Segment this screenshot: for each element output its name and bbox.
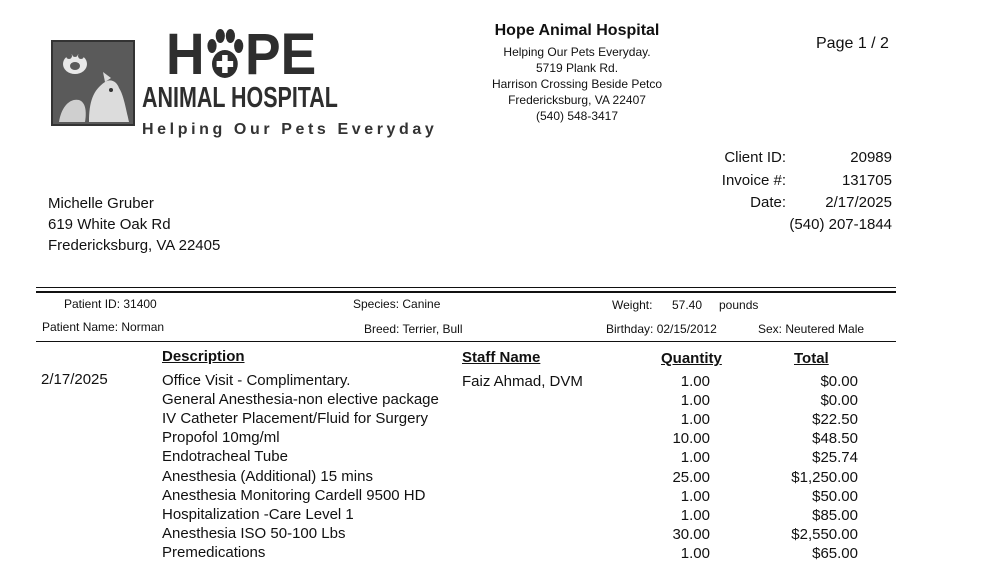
hospital-header — [466, 22, 688, 124]
logo-pet-image — [51, 40, 135, 126]
service-date: 2/17/2025 — [41, 371, 108, 388]
table-row-description: Anesthesia ISO 50-100 Lbs — [162, 525, 346, 542]
table-row-total: $0.00 — [820, 373, 858, 390]
logo-tagline: Helping Our Pets Everyday — [142, 121, 438, 138]
patient-birthday: Birthday: 02/15/2012 — [606, 322, 717, 336]
page-number: Page 1 / 2 — [816, 35, 889, 52]
divider-top-thick — [36, 291, 896, 293]
dog-cat-icon — [53, 42, 133, 124]
table-row-total: $22.50 — [812, 411, 858, 428]
client-name: Michelle Gruber — [48, 195, 154, 212]
table-row-description: General Anesthesia-non elective package — [162, 391, 439, 408]
table-row-description: Hospitalization -Care Level 1 — [162, 506, 354, 523]
patient-weight-value: 57.40 — [672, 298, 703, 312]
table-row-quantity: 1.00 — [680, 507, 710, 524]
client-phone: (540) 207-1844 — [789, 216, 892, 233]
client-address-line2: Fredericksburg, VA 22405 — [48, 237, 221, 254]
column-header-quantity: Quantity — [661, 350, 722, 367]
table-row-quantity: 25.00 — [672, 469, 710, 486]
table-row-description: Propofol 10mg/ml — [162, 429, 280, 446]
client-address-line1: 619 White Oak Rd — [48, 216, 171, 233]
logo-subtitle: ANIMAL HOSPITAL — [142, 82, 338, 114]
patient-sex: Sex: Neutered Male — [758, 322, 865, 336]
logo-letter-h: H — [166, 22, 205, 87]
table-row-description: IV Catheter Placement/Fluid for Surgery — [162, 410, 428, 427]
table-row-total: $50.00 — [812, 488, 858, 505]
table-row-quantity: 10.00 — [672, 430, 710, 447]
hospital-slogan: Helping Our Pets Everyday. — [503, 45, 651, 59]
table-row-description: Anesthesia Monitoring Cardell 9500 HD — [162, 487, 426, 504]
table-row-quantity: 1.00 — [680, 488, 710, 505]
table-row-quantity: 1.00 — [680, 373, 710, 390]
table-row-quantity: 1.00 — [680, 545, 710, 562]
patient-weight-unit: pounds — [719, 298, 759, 312]
client-id-value: 20989 — [850, 149, 892, 166]
table-row-total: $0.00 — [820, 392, 858, 409]
client-id-label: Client ID: — [724, 149, 786, 166]
invoice-date-label: Date: — [750, 194, 786, 211]
divider-bottom — [36, 341, 896, 342]
table-row-total: $65.00 — [812, 545, 858, 562]
hospital-city: Fredericksburg, VA 22407 — [508, 93, 646, 107]
table-row-description: Premedications — [162, 544, 266, 561]
table-row-staff: Faiz Ahmad, DVM — [462, 373, 583, 390]
column-header-total: Total — [794, 350, 829, 367]
table-row-total: $85.00 — [812, 507, 858, 524]
patient-breed: Breed: Terrier, Bull — [364, 322, 463, 336]
patient-name: Patient Name: Norman — [42, 320, 165, 334]
table-row-description: Office Visit - Complimentary. — [162, 372, 351, 389]
table-row-total: $25.74 — [812, 449, 858, 466]
hospital-name: Hope Animal Hospital — [494, 22, 660, 39]
table-row-description: Endotracheal Tube — [162, 448, 288, 465]
table-row-quantity: 1.00 — [680, 449, 710, 466]
logo-wordmark — [166, 22, 317, 87]
logo-letters-pe: PE — [245, 22, 317, 87]
table-row-total: $2,550.00 — [791, 526, 858, 543]
invoice-number-value: 131705 — [841, 172, 892, 189]
patient-id: Patient ID: 31400 — [64, 297, 157, 311]
patient-species: Species: Canine — [353, 297, 441, 311]
table-row-quantity: 30.00 — [672, 526, 710, 543]
table-row-quantity: 1.00 — [680, 411, 710, 428]
column-header-description: Description — [162, 348, 245, 365]
table-row-total: $1,250.00 — [791, 469, 858, 486]
hospital-location: Harrison Crossing Beside Petco — [491, 77, 663, 91]
paw-cross-icon — [205, 28, 245, 76]
divider-top — [36, 287, 896, 288]
patient-weight-label: Weight: — [612, 298, 653, 312]
table-row-total: $48.50 — [812, 430, 858, 447]
invoice-number-label: Invoice #: — [721, 172, 786, 189]
hospital-phone: (540) 548-3417 — [535, 109, 619, 123]
table-row-description: Anesthesia (Additional) 15 mins — [162, 468, 373, 485]
invoice-date-value: 2/17/2025 — [825, 194, 892, 211]
hospital-street: 5719 Plank Rd. — [535, 61, 619, 75]
column-header-staff: Staff Name — [462, 349, 541, 366]
table-row-quantity: 1.00 — [680, 392, 710, 409]
